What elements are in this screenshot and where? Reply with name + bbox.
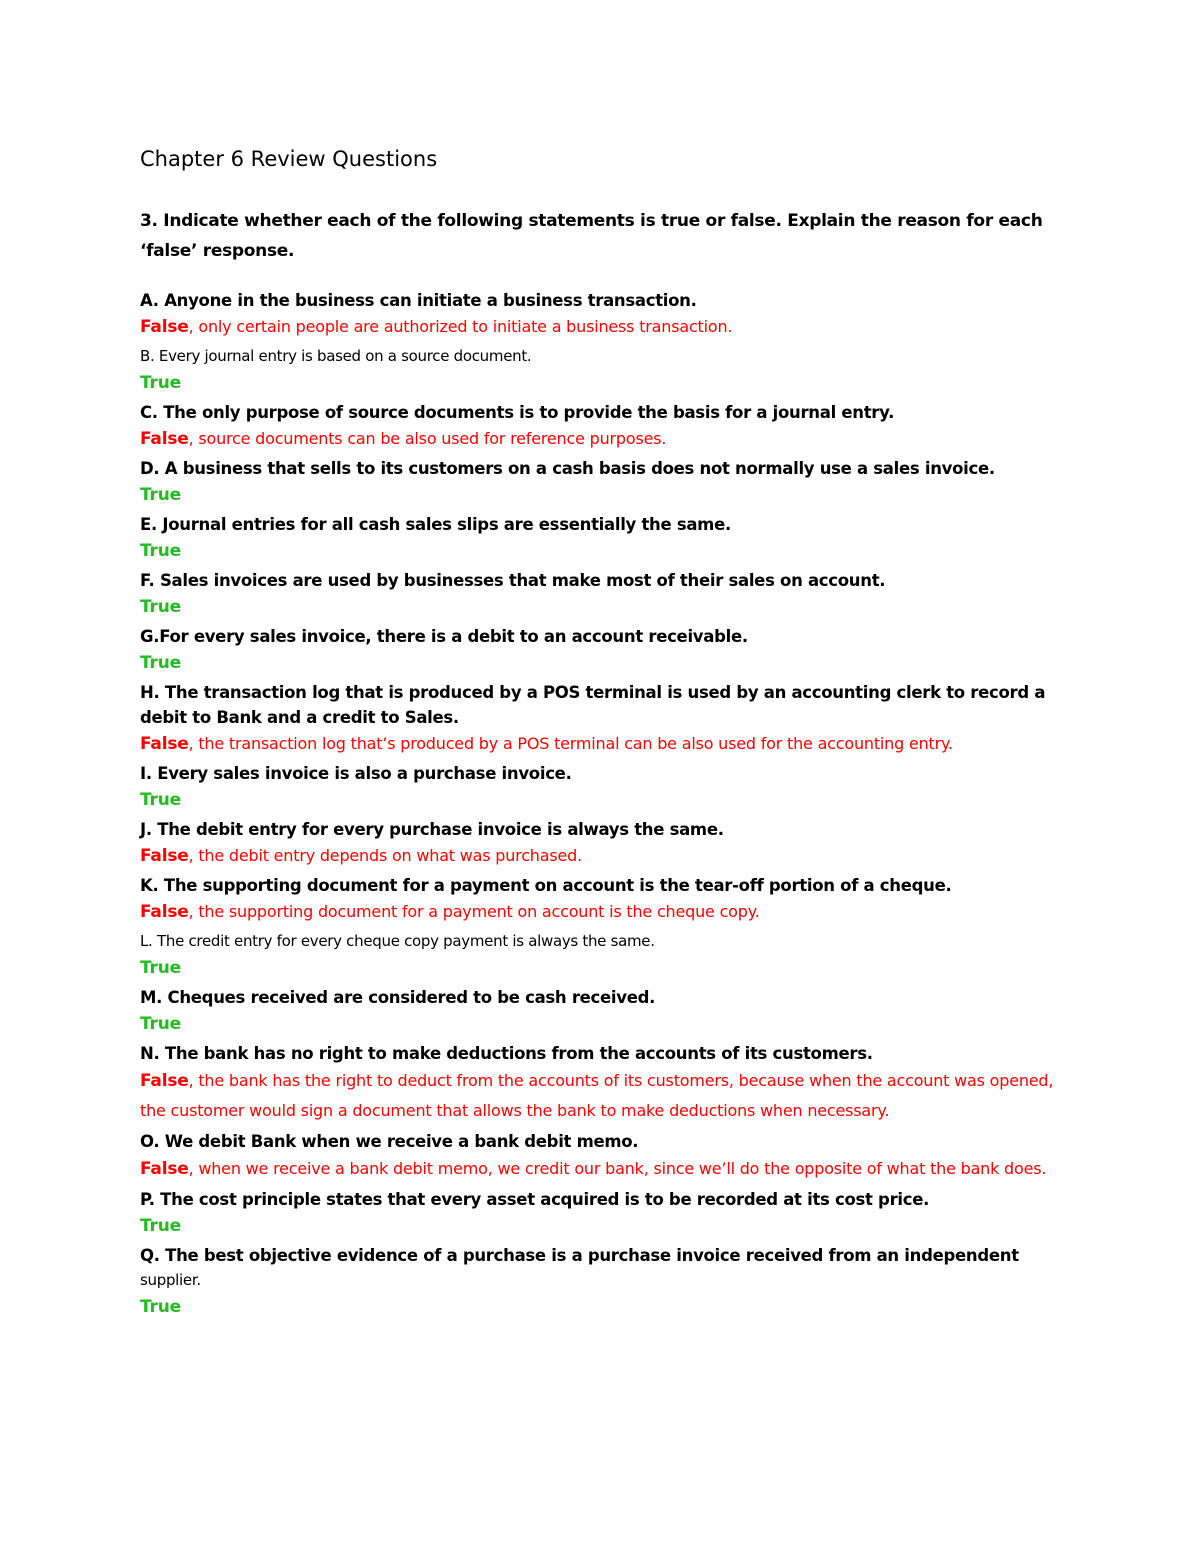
answer-n bbox=[140, 1066, 1060, 1126]
answer-j bbox=[140, 842, 1060, 870]
instructions: 3. Indicate whether each of the following statements is true or false. Explain the reason for each ‘false’ response. bbox=[140, 211, 1043, 261]
question-k: K. The supporting document for a payment on account is the tear-off portion of a cheque. bbox=[140, 876, 952, 895]
answer-b bbox=[140, 369, 1060, 397]
question-list bbox=[140, 288, 1060, 1321]
explanation-o: , when we receive a bank debit memo, we credit our bank, since we’ll do the opposite of what the bank does. bbox=[188, 1159, 1047, 1178]
question-i: I. Every sales invoice is also a purchase invoice. bbox=[140, 764, 572, 783]
question-a: A. Anyone in the business can initiate a business transaction. bbox=[140, 291, 697, 310]
answer-q bbox=[140, 1293, 1060, 1321]
explanation-n: , the bank has the right to deduct from the accounts of its customers, because when the account was opened, the customer would sign a document that allows the bank to make deductions when necessary. bbox=[140, 1071, 1054, 1120]
question-q: Q. The best objective evidence of a purchase is a purchase invoice received from an independent bbox=[140, 1246, 1019, 1265]
question-e: E. Journal entries for all cash sales slips are essentially the same. bbox=[140, 515, 731, 534]
explanation-k: , the supporting document for a payment on account is the cheque copy. bbox=[188, 902, 760, 921]
explanation-j: , the debit entry depends on what was purchased. bbox=[188, 846, 582, 865]
answer-e bbox=[140, 537, 1060, 565]
verdict-k: False bbox=[140, 902, 189, 922]
explanation-c: , source documents can be also used for reference purposes. bbox=[188, 429, 667, 448]
question-n: N. The bank has no right to make deductions from the accounts of its customers. bbox=[140, 1044, 873, 1063]
question-o: O. We debit Bank when we receive a bank debit memo. bbox=[140, 1132, 639, 1151]
verdict-j: False bbox=[140, 846, 189, 866]
verdict-m: True bbox=[140, 1014, 181, 1034]
verdict-l: True bbox=[140, 958, 181, 978]
question-b: B. Every journal entry is based on a source document. bbox=[140, 347, 532, 365]
question-c: C. The only purpose of source documents is to provide the basis for a journal entry. bbox=[140, 403, 895, 422]
question-f: F. Sales invoices are used by businesses that make most of their sales on account. bbox=[140, 571, 886, 590]
answer-f bbox=[140, 593, 1060, 621]
answer-c bbox=[140, 425, 1060, 453]
answer-l bbox=[140, 954, 1060, 982]
answer-d bbox=[140, 481, 1060, 509]
document-content bbox=[140, 143, 1060, 1324]
answer-p bbox=[140, 1212, 1060, 1240]
answer-i bbox=[140, 786, 1060, 814]
question-j: J. The debit entry for every purchase invoice is always the same. bbox=[140, 820, 724, 839]
verdict-n: False bbox=[140, 1071, 189, 1091]
question-h: H. The transaction log that is produced by a POS terminal is used by an accounting clerk to record a debit to Bank and a credit to Sales. bbox=[140, 683, 1046, 727]
verdict-e: True bbox=[140, 541, 181, 561]
verdict-f: True bbox=[140, 597, 181, 617]
question-d: D. A business that sells to its customers on a cash basis does not normally use a sales invoice. bbox=[140, 459, 995, 478]
answer-g bbox=[140, 649, 1060, 677]
explanation-h: , the transaction log that’s produced by a POS terminal can be also used for the accounting entry. bbox=[188, 734, 953, 753]
verdict-a: False bbox=[140, 317, 189, 337]
verdict-d: True bbox=[140, 485, 181, 505]
verdict-h: False bbox=[140, 734, 189, 754]
answer-a bbox=[140, 313, 1060, 341]
answer-m bbox=[140, 1010, 1060, 1038]
verdict-g: True bbox=[140, 653, 181, 673]
explanation-a: , only certain people are authorized to initiate a business transaction. bbox=[188, 317, 733, 336]
answer-o bbox=[140, 1154, 1060, 1184]
verdict-b: True bbox=[140, 373, 181, 393]
question-p: P. The cost principle states that every asset acquired is to be recorded at its cost price. bbox=[140, 1190, 930, 1209]
question-g: G.For every sales invoice, there is a debit to an account receivable. bbox=[140, 627, 748, 646]
question-l: L. The credit entry for every cheque copy payment is always the same. bbox=[140, 932, 655, 950]
verdict-o: False bbox=[140, 1159, 189, 1179]
verdict-q: True bbox=[140, 1297, 181, 1317]
page-title: Chapter 6 Review Questions bbox=[140, 147, 438, 171]
verdict-p: True bbox=[140, 1216, 181, 1236]
verdict-i: True bbox=[140, 790, 181, 810]
answer-k bbox=[140, 898, 1060, 926]
question-q-tail: supplier. bbox=[140, 1271, 201, 1289]
verdict-c: False bbox=[140, 429, 189, 449]
question-m: M. Cheques received are considered to be cash received. bbox=[140, 988, 656, 1007]
answer-h bbox=[140, 730, 1060, 758]
